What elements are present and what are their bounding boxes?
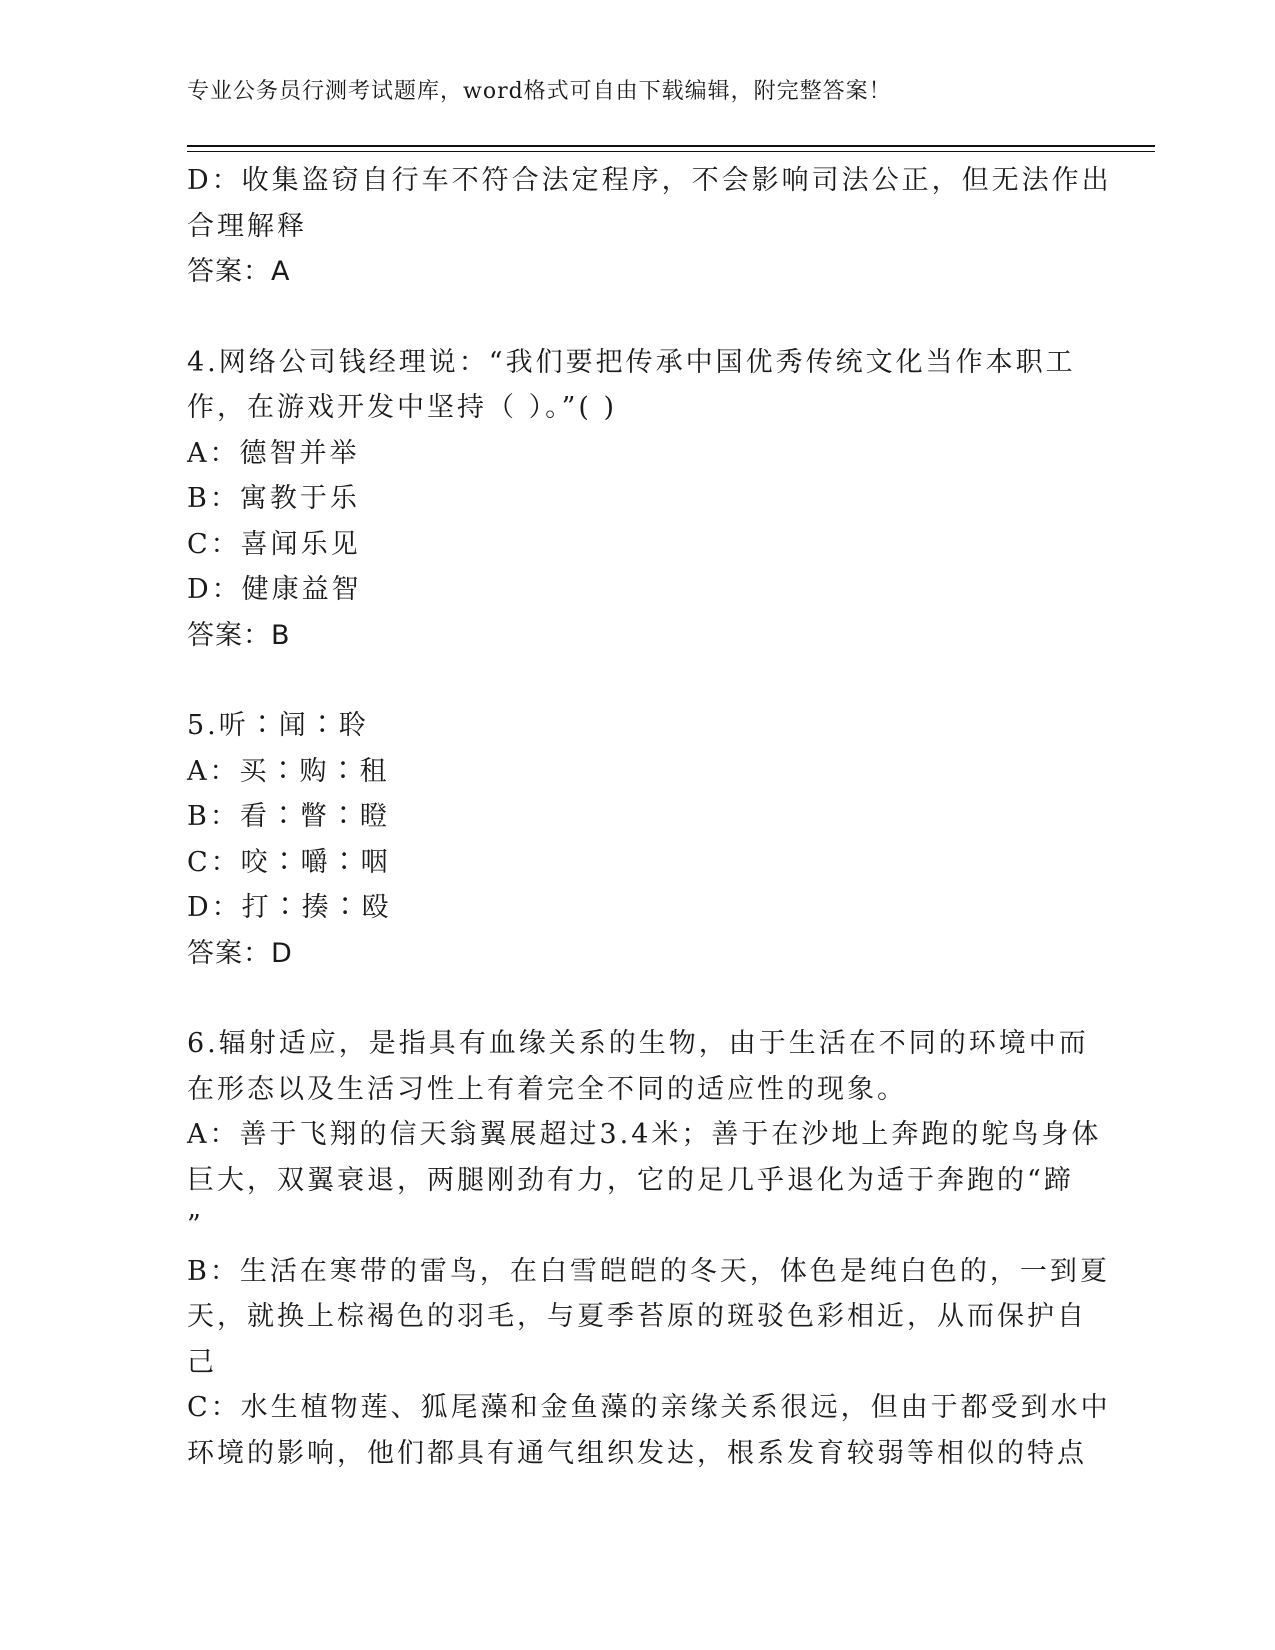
header-rule-thick [187, 145, 1155, 147]
q4-answer: 答案：B [187, 619, 291, 651]
spacer [187, 295, 1087, 340]
q4-option-b: B：寓教于乐 [187, 483, 360, 514]
q4-option-a: A：德智并举 [187, 437, 360, 469]
option-line: C：水生植物莲、狐尾藻和金鱼藻的亲缘关系很远，但由于都受到水中 [187, 1392, 1111, 1423]
q6-stem [187, 1021, 1087, 1112]
stem-line: 作，在游戏开发中坚持（ ）。”( ) [187, 392, 618, 423]
spacer [187, 976, 1087, 1021]
option-line: 巨大，双翼衰退，两腿刚劲有力，它的足几乎退化为适于奔跑的“蹄 [187, 1164, 1074, 1196]
q4-stem [187, 340, 1087, 431]
option-line: D：收集盗窃自行车不符合法定程序，不会影响司法公正，但无法作出 [187, 165, 1112, 196]
option-line: 合理解释 [187, 210, 307, 242]
option-line: 己 [187, 1346, 217, 1378]
q5-option-c: C：咬∶嚼∶咽 [187, 846, 391, 878]
option-line: ” [187, 1210, 204, 1241]
q4-option-c: C：喜闻乐见 [187, 528, 361, 560]
spacer [187, 658, 1087, 703]
q5-stem: 5.听∶闻∶聆 [187, 710, 369, 741]
q5-option-a: A：买∶购∶租 [187, 755, 390, 787]
option-line: A：善于飞翔的信天翁翼展超过3.4米；善于在沙地上奔跑的鸵鸟身体 [187, 1119, 1102, 1150]
q4-option-d: D：健康益智 [187, 574, 362, 605]
q6-option-c [187, 1385, 1111, 1476]
header-rule-thin [187, 151, 1155, 152]
q5-option-b: B：看∶瞥∶瞪 [187, 801, 390, 832]
q6-option-b [187, 1249, 1110, 1386]
stem-line: 在形态以及生活习性上有着完全不同的适应性的现象。 [187, 1073, 907, 1105]
stem-line: 6.辐射适应，是指具有血缘关系的生物，由于生活在不同的环境中而 [187, 1028, 1089, 1059]
q5-option-d: D：打∶揍∶殴 [187, 892, 392, 923]
q3-option-d [187, 158, 1112, 249]
stem-line: 4.网络公司钱经理说：“我们要把传承中国优秀传统文化当作本职工 [187, 346, 1076, 378]
question-content [187, 158, 1112, 1476]
option-line: B：生活在寒带的雷鸟，在白雪皑皑的冬天，体色是纯白色的，一到夏 [187, 1255, 1110, 1287]
q3-answer: 答案：A [187, 256, 291, 287]
q5-answer: 答案：D [187, 937, 293, 969]
option-line: 天，就换上棕褐色的羽毛，与夏季苔原的斑驳色彩相近，从而保护自 [187, 1301, 1087, 1332]
q6-option-a [187, 1112, 1102, 1249]
page-header: 专业公务员行测考试题库，word格式可自由下载编辑，附完整答案！ [187, 79, 892, 104]
option-line: 环境的影响，他们都具有通气组织发达，根系发育较弱等相似的特点 [187, 1437, 1087, 1469]
